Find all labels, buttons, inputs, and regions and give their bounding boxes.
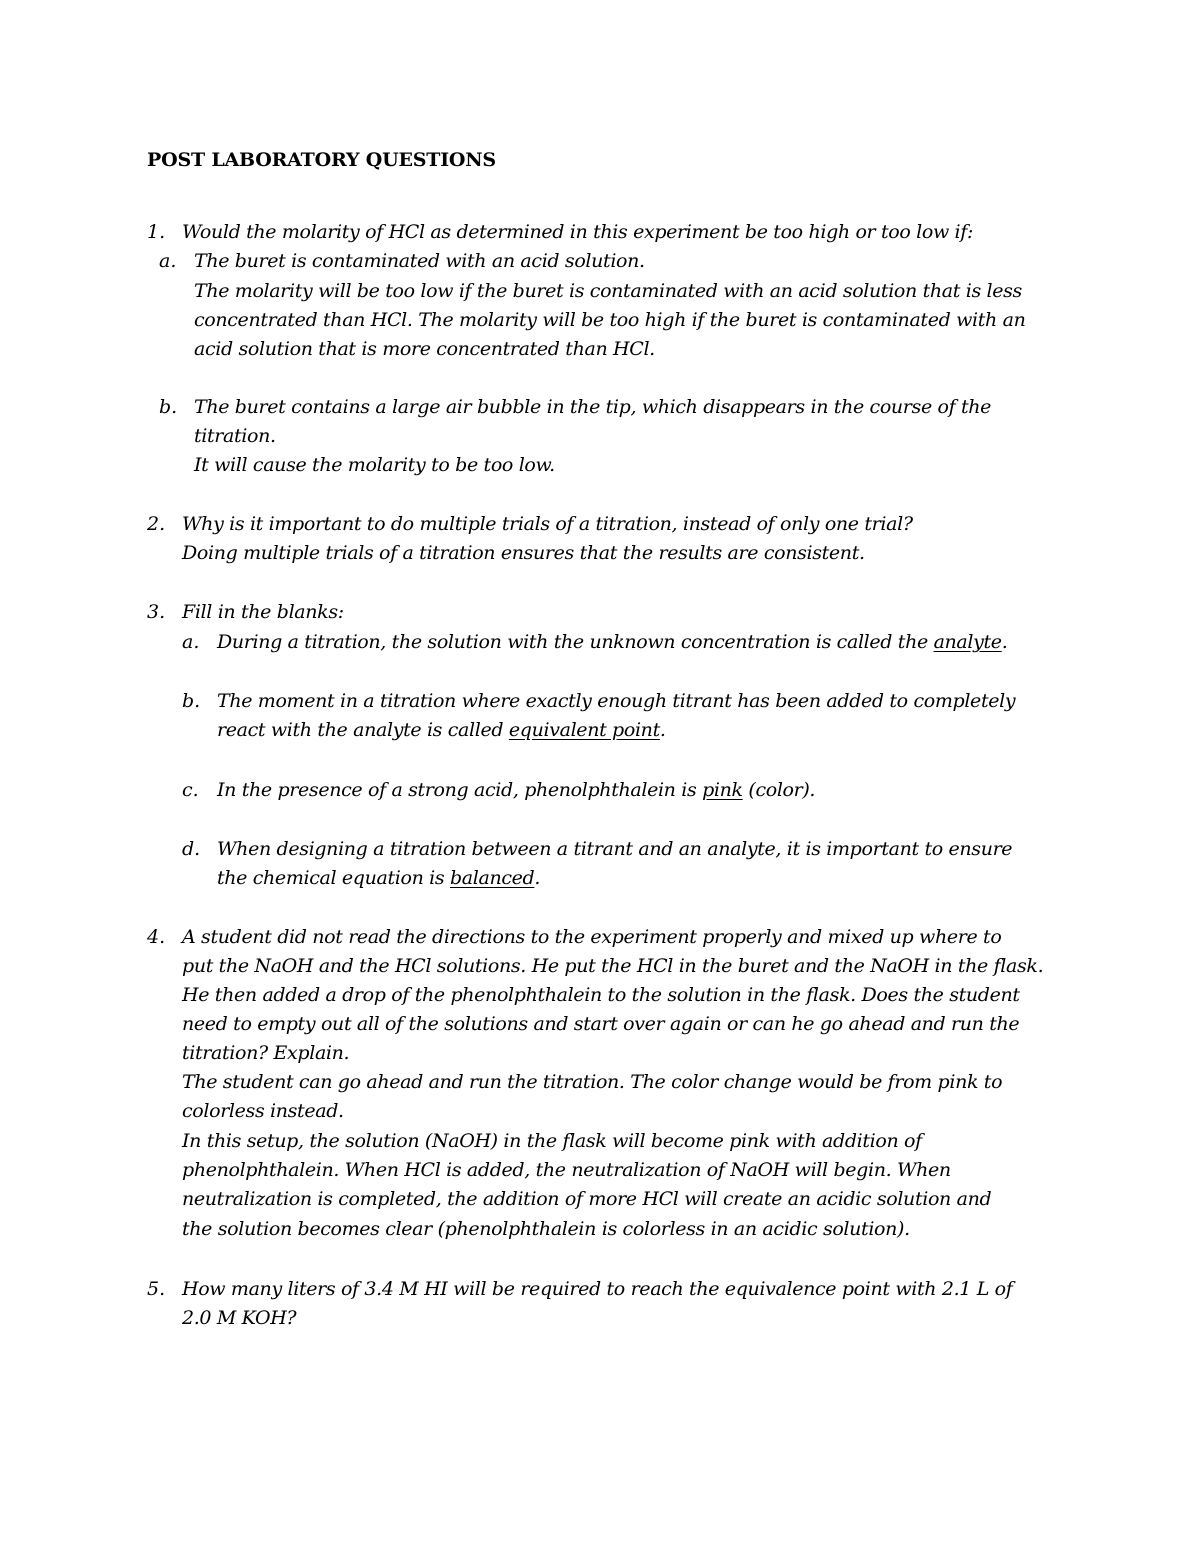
- q1b-answer: It will cause the molarity to be too low.: [194, 454, 555, 476]
- q3-question: Fill in the blanks:: [182, 601, 344, 623]
- q1a-letter: a.: [159, 250, 177, 272]
- q1b-letter: b.: [159, 396, 178, 418]
- q4-line: put the NaOH and the HCl solutions. He put the HCl in the buret and the NaOH in the flask.: [182, 955, 1044, 977]
- q1b-text-line: The buret contains a large air bubble in the tip, which disappears in the course of the: [194, 396, 992, 418]
- q1a-text: The buret is contaminated with an acid solution.: [194, 250, 645, 272]
- q3c-text: In the presence of a strong acid, phenolphthalein is pink (color).: [217, 779, 816, 801]
- q3-number: 3.: [147, 601, 166, 623]
- q4-answer-line: the solution becomes clear (phenolphthalein is colorless in an acidic solution).: [182, 1218, 910, 1240]
- q3d-letter: d.: [182, 838, 201, 860]
- q3a-blank-answer: analyte: [933, 631, 1002, 653]
- q2-question: Why is it important to do multiple trials of a titration, instead of only one trial?: [182, 513, 913, 535]
- q3b-text: react with the analyte is called equivalent point.: [217, 719, 666, 741]
- q4-number: 4.: [147, 926, 166, 948]
- q3a-text: During a titration, the solution with the unknown concentration is called the analyte.: [217, 631, 1008, 653]
- q5-line: 2.0 M KOH?: [182, 1307, 297, 1329]
- q4-line: A student did not read the directions to the experiment properly and mixed up where to: [182, 926, 1002, 948]
- q4-answer-line: In this setup, the solution (NaOH) in the flask will become pink with addition of: [182, 1130, 922, 1152]
- q3c-blank-answer: pink: [702, 779, 743, 801]
- q1-number: 1.: [147, 221, 166, 243]
- q3b-letter: b.: [182, 690, 201, 712]
- q4-answer-line: neutralization is completed, the addition of more HCl will create an acidic solution and: [182, 1188, 992, 1210]
- q3c-letter: c.: [182, 779, 199, 801]
- q1a-answer-line: concentrated than HCl. The molarity will be too high if the buret is contaminated with an: [194, 309, 1026, 331]
- q3d-text-line: When designing a titration between a titrant and an analyte, it is important to ensure: [217, 838, 1013, 860]
- q2-answer: Doing multiple trials of a titration ensures that the results are consistent.: [182, 542, 865, 564]
- q1a-answer-line: acid solution that is more concentrated than HCl.: [194, 338, 655, 360]
- q1a-answer-line: The molarity will be too low if the buret is contaminated with an acid solution that is less: [194, 280, 1022, 302]
- q4-line: He then added a drop of the phenolphthalein to the solution in the flask. Does the student: [182, 984, 1020, 1006]
- q1-question: Would the molarity of HCl as determined in this experiment be too high or too low if:: [182, 221, 974, 243]
- q4-line: need to empty out all of the solutions and start over again or can he go ahead and run the: [182, 1013, 1020, 1035]
- q5-line: How many liters of 3.4 M HI will be required to reach the equivalence point with 2.1 L of: [182, 1278, 1013, 1300]
- q3b-blank-answer: equivalent point: [508, 719, 660, 741]
- q3a-letter: a.: [182, 631, 200, 653]
- q4-answer-line: The student can go ahead and run the titration. The color change would be from pink to: [182, 1071, 1003, 1093]
- q4-answer-line: phenolphthalein. When HCl is added, the neutralization of NaOH will begin. When: [182, 1159, 951, 1181]
- q3d-blank-answer: balanced: [449, 867, 535, 889]
- q4-answer-line: colorless instead.: [182, 1100, 344, 1122]
- q5-number: 5.: [147, 1278, 166, 1300]
- q4-line: titration? Explain.: [182, 1042, 350, 1064]
- q2-number: 2.: [147, 513, 166, 535]
- q1b-text-line: titration.: [194, 425, 276, 447]
- q3d-text: the chemical equation is balanced.: [217, 867, 541, 889]
- page-title: POST LABORATORY QUESTIONS: [147, 149, 496, 171]
- q3b-text-line: The moment in a titration where exactly enough titrant has been added to completely: [217, 690, 1016, 712]
